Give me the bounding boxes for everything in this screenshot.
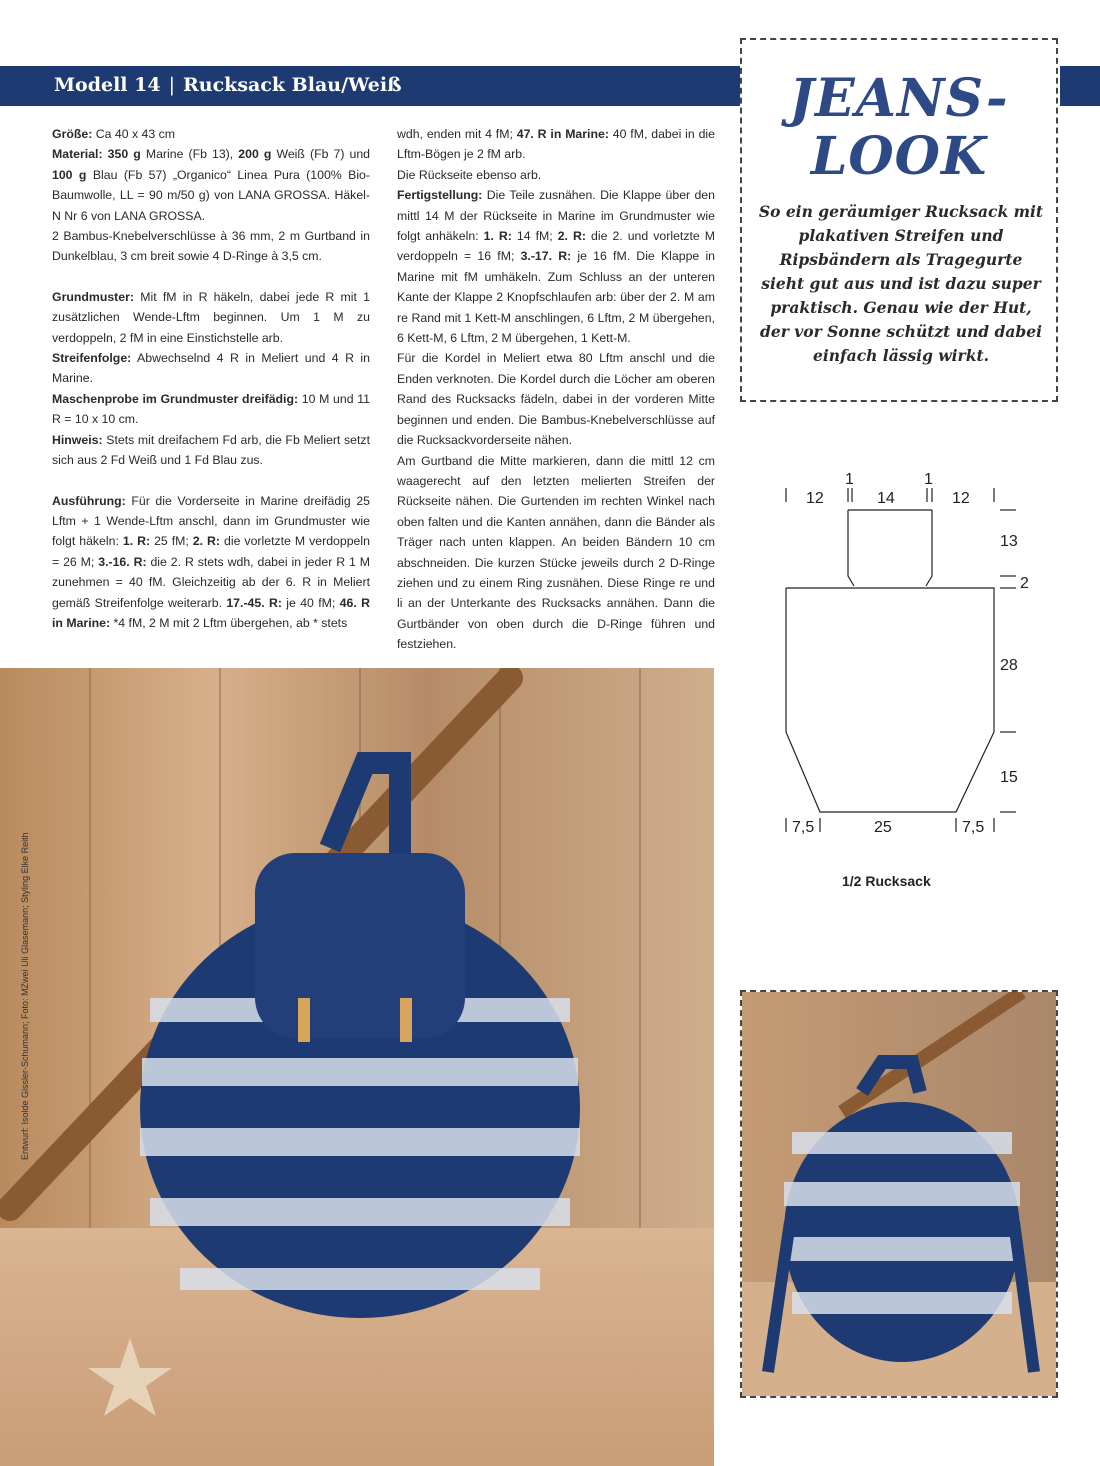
callout-text: So ein geräumiger Rucksack mit plakativen Streifen und Ripsbändern als Tragegurte sieht gut aus und ist dazu super praktisch. Genau wie der Hut, der vor Sonne schützt und dabei einfach lässig wirkt.: [758, 202, 1044, 365]
page-title: [54, 74, 402, 96]
dim-right-13: 13: [1000, 533, 1018, 550]
dim-top-12-right: 12: [952, 490, 970, 507]
title-separator: |: [168, 74, 175, 96]
dim-top-14: 14: [877, 490, 895, 507]
schematic-body: [786, 588, 994, 812]
diagram-caption: 1/2 Rucksack: [842, 873, 931, 889]
cord-paragraph: Für die Kordel in Meliert etwa 80 Lftm anschl und die Enden verknoten. Die Kordel durch die Löcher am oberen Rand des Rucksacks fädeln, dabei in der vorderen Mitte beginnen und enden. Die Bambus-Knebelverschlüsse auf die Rucksackvorderseite nähen.: [397, 351, 715, 448]
dim-right-28: 28: [1000, 657, 1018, 674]
dim-top-1-right: 1: [924, 471, 933, 488]
header-bar-accent: [1060, 66, 1100, 106]
instructions-column-1: [52, 124, 370, 633]
dim-bottom-7-5-left: 7,5: [792, 819, 815, 836]
material-paragraph: Material: 350 g Marine (Fb 13), 200 g Weiß (Fb 7) und 100 g Blau (Fb 57) „Organico“ Linea Pura (100% Bio-Baumwolle, LL = 90 m/50 g) von LANA GROSSA. Häkel-N Nr 6 von LANA GROSSA.: [52, 147, 371, 223]
execution-continued: wdh, enden mit 4 fM; 47. R in Marine: 40 fM, dabei in die Lftm-Bögen je 2 fM arb.: [397, 127, 715, 162]
instructions-column-2: [397, 124, 715, 655]
jeans-look-callout: [740, 38, 1058, 402]
callout-title-line-1: JEANS-: [789, 68, 1009, 129]
dim-right-15: 15: [1000, 769, 1018, 786]
back-paragraph: Die Rückseite ebenso arb.: [397, 167, 542, 182]
photo-credit: Entwurf: Isolde Gissler-Schumann; Foto: MZwei Uli Glasemann; Styling Elke Reith: [20, 832, 30, 1160]
dim-right-2: 2: [1020, 575, 1029, 592]
stripe-paragraph: Streifenfolge: Abwechselnd 4 R in Meliert und 4 R in Marine.: [52, 351, 370, 386]
finishing-paragraph: Fertigstellung: Die Teile zusnähen. Die Klappe über den mittl 14 M der Rückseite in Marine im Grundmuster wie folgt anhäkeln: 1. R: 14 fM; 2. R: die 2. und vorletzte M verdoppeln = 16 fM; 3.-17. R: je 16 fM. Die Klappe in Marine mit fM umhäkeln. Zum Schluss an der unteren Kante der Klappe 2 Knopfschlaufen arb: über der 2. M am re Rand mit 1 Kett-M anschlingen, 6 Lftm, 2 M übergehen, 6 Kett-M, 6 Lftm, 2 M übergehen, 1 Kett-M.: [397, 188, 716, 346]
material-extra-paragraph: 2 Bambus-Knebelverschlüsse à 36 mm, 2 m Gurtband in Dunkelblau, 3 cm breit sowie 4 D-Ringe à 3,5 cm.: [52, 229, 370, 264]
gauge-paragraph: Maschenprobe im Grundmuster dreifädig: 10 M und 11 R = 10 x 10 cm.: [52, 391, 370, 427]
backpack-front-photo: [0, 668, 714, 1466]
dim-bottom-7-5-right: 7,5: [962, 819, 985, 836]
backpack-back-photo-frame: [740, 990, 1058, 1398]
backpack-schematic: [770, 460, 1070, 900]
dim-bottom-25: 25: [874, 819, 892, 836]
callout-title-line-2: LOOK: [810, 126, 988, 187]
dim-top-1-left: 1: [845, 471, 854, 488]
note-paragraph: Hinweis: Stets mit dreifachem Fd arb, die Fb Meliert setzt sich aus 2 Fd Weiß und 1 Fd Blau zus.: [52, 432, 370, 468]
backpack-back-photo: [742, 992, 1056, 1396]
size-paragraph: Größe: Ca 40 x 43 cm: [52, 127, 176, 141]
execution-paragraph: Ausführung: Für die Vorderseite in Marine dreifädig 25 Lftm + 1 Wende-Lftm anschl, dann im Grundmuster wie folgt häkeln: 1. R: 25 fM; 2. R: die vorletzte M verdoppeln = 26 M; 3.-16. R: die 2. R stets wdh, dabei in jeder R 1 M zunehmen = 40 fM. Gleichzeitig ab der 6. R in Meliert gemäß Streifenfolge weiterarb. 17.-45. R: je 40 fM; 46. R in Marine: *4 fM, 2 M mit 2 Lftm übergehen, ab * stets: [52, 493, 370, 630]
schematic-flap: [848, 510, 854, 586]
model-title: Rucksack Blau/Weiß: [182, 74, 402, 96]
pattern-paragraph: Grundmuster: Mit fM in R häkeln, dabei jede R mit 1 zusätzlichen Wende-Lftm beginnen. Um 1 M zu verdoppeln, 2 fM in eine Einstichstelle arb.: [52, 289, 370, 345]
model-number: Modell 14: [54, 74, 161, 96]
dim-top-12-left: 12: [806, 490, 824, 507]
strap-paragraph: Am Gurtband die Mitte markieren, dann die mittl 12 cm waagerecht auf den letzten melierten Streifen der Rückseite nähen. Die Gurtenden im rechten Winkel nach oben falten und die Kanten annähen, dann die Bänder als Träger nach unten klappen. An beiden Bändern 10 cm abschneiden. Die kurzen Stücke jeweils durch 2 D-Ringe ziehen und zu einem Ring zusnähen. Diese Ringe re und li an der Unterkante des Rucksacks annähen. Dann die Gurtbänder von oben durch die D-Ringe führen und festziehen.: [397, 453, 715, 652]
